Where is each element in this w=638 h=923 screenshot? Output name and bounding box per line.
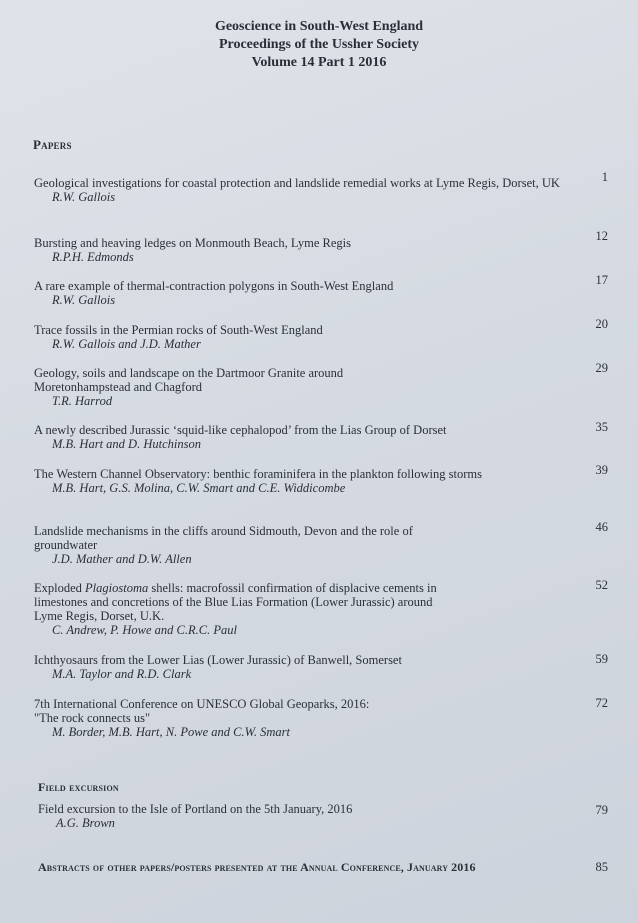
paper-title <box>34 581 444 623</box>
toc-entry[interactable] <box>34 423 564 451</box>
paper-title-line: 7th International Conference on UNESCO Global Geoparks, 2016: <box>34 697 370 711</box>
papers-heading: Papers <box>33 137 72 152</box>
paper-authors: T.R. Harrod <box>52 394 113 408</box>
journal-title: Geoscience in South-West England <box>214 19 424 34</box>
page-number: 1 <box>601 170 608 184</box>
page-number: 52 <box>595 578 608 592</box>
page-number: 29 <box>595 361 608 375</box>
paper-authors: R.P.H. Edmonds <box>52 250 134 264</box>
paper-authors: R.W. Gallois and J.D. Mather <box>52 337 201 351</box>
paper-authors: M.A. Taylor and R.D. Clark <box>52 667 192 681</box>
page-number: 46 <box>595 520 608 534</box>
page-number: 12 <box>595 229 608 243</box>
paper-authors: R.W. Gallois <box>52 293 116 307</box>
toc-entry[interactable] <box>34 581 444 637</box>
toc-entry[interactable] <box>34 236 564 264</box>
paper-title-part: shells: macrofossil confirmation of displacive cements in limestones and concretions of the Blue Lias Formation (Lower Jurassic) around Lyme Regis, Dorset, U.K. <box>34 581 437 623</box>
paper-title-line: "The rock connects us" <box>34 711 151 725</box>
paper-title: Ichthyosaurs from the Lower Lias (Lower Jurassic) of Banwell, Somerset <box>34 653 402 667</box>
journal-subtitle: Proceedings of the Ussher Society <box>218 37 420 52</box>
paper-title: A rare example of thermal-contraction polygons in South-West England <box>34 279 394 293</box>
field-excursion-heading: Field excursion <box>38 780 119 794</box>
paper-title: Trace fossils in the Permian rocks of South-West England <box>34 323 323 337</box>
paper-title: Geological investigations for coastal protection and landslide remedial works at Lyme Regis, Dorset, UK <box>34 176 560 190</box>
journal-header <box>0 18 638 72</box>
paper-authors: C. Andrew, P. Howe and C.R.C. Paul <box>52 623 237 637</box>
abstracts-heading[interactable]: Abstracts of other papers/posters presented at the Annual Conference, January 2016 <box>38 860 476 874</box>
paper-authors: J.D. Mather and D.W. Allen <box>52 552 192 566</box>
paper-title: Bursting and heaving ledges on Monmouth Beach, Lyme Regis <box>34 236 351 250</box>
toc-entry[interactable] <box>34 467 534 495</box>
volume-info: Volume 14 Part 1 2016 <box>251 55 387 70</box>
paper-authors: M. Border, M.B. Hart, N. Powe and C.W. Smart <box>52 725 290 739</box>
page-number: 72 <box>595 696 608 710</box>
paper-authors: A.G. Brown <box>56 816 115 830</box>
page-number: 79 <box>595 803 608 817</box>
toc-entry[interactable] <box>34 366 414 408</box>
paper-title: Field excursion to the Isle of Portland on the 5th January, 2016 <box>38 802 353 816</box>
paper-authors: M.B. Hart and D. Hutchinson <box>52 437 201 451</box>
toc-entry[interactable] <box>38 802 568 830</box>
toc-entry[interactable] <box>34 323 564 351</box>
genus-name: Plagiostoma <box>85 581 149 595</box>
page-number: 59 <box>595 652 608 666</box>
page-number: 35 <box>595 420 608 434</box>
toc-entry[interactable] <box>34 697 564 739</box>
page-number: 85 <box>595 860 608 874</box>
paper-authors: R.W. Gallois <box>52 190 116 204</box>
paper-title-part: Exploded <box>34 581 86 595</box>
toc-entry[interactable] <box>34 279 564 307</box>
paper-title: A newly described Jurassic ‘squid-like cephalopod’ from the Lias Group of Dorset <box>34 423 447 437</box>
toc-entry[interactable] <box>34 524 434 566</box>
page-number: 17 <box>595 273 608 287</box>
paper-title: The Western Channel Observatory: benthic foraminifera in the plankton following storms <box>34 467 482 481</box>
paper-title: Geology, soils and landscape on the Dartmoor Granite around Moretonhampstead and Chagford <box>34 366 344 394</box>
toc-entry[interactable] <box>34 176 564 204</box>
page-number: 20 <box>595 317 608 331</box>
paper-authors: M.B. Hart, G.S. Molina, C.W. Smart and C.E. Widdicombe <box>52 481 346 495</box>
toc-entry[interactable] <box>34 653 564 681</box>
page-number: 39 <box>595 463 608 477</box>
paper-title: Landslide mechanisms in the cliffs around Sidmouth, Devon and the role of groundwater <box>34 524 413 552</box>
